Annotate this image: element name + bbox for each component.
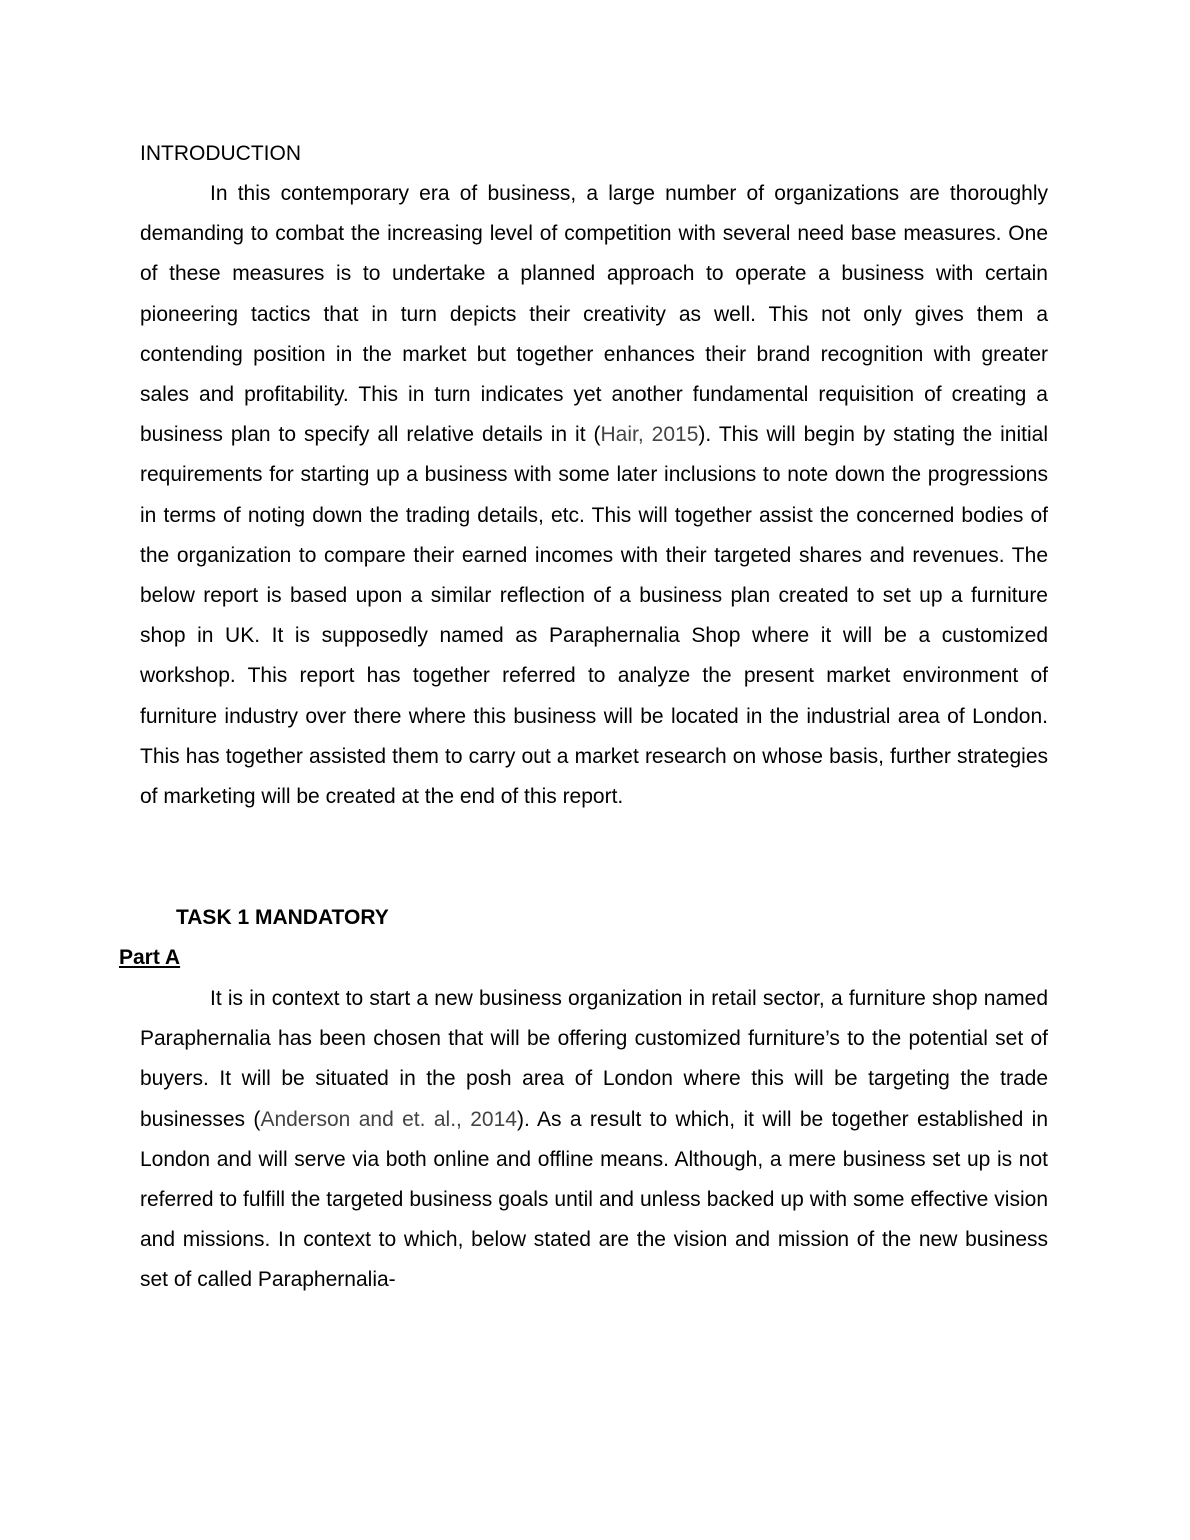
part-a-heading: Part A [119,946,181,969]
introduction-text-part-2: ). This will begin by stating the initial requirements for starting up a business with some later inclusions to note down the progressions in terms of noting down the trading details, etc. This will together assist the concerned bodies of the organization to compare their earned incomes with their targeted shares and revenues. The below report is based upon a similar reflection of a business plan created to set up a furniture shop in UK. It is supposedly named as Paraphernalia Shop where it will be a customized workshop. This report has together referred to analyze the present market environment of furniture industry over there where this business will be located in the industrial area of London. This has together assisted them to carry out a market research on whose basis, further strategies of marketing will be created at the end of this report. [140,423,1048,809]
introduction-text-part-1: In this contemporary era of business, a large number of organizations are thoroughly demanding to combat the increasing level of competition with several need base measures. One of these measures is to undertake a planned approach to operate a business with certain pioneering tactics that in turn depicts their creativity as well. This not only gives them a contending position in the market but together enhances their brand recognition with greater sales and profitability. This in turn indicates yet another fundamental requisition of creating a business plan to specify all relative details in it ( [140,182,1048,447]
part-a-paragraph [140,979,1048,1301]
citation-anderson-2014: Anderson and et. al., 2014 [260,1107,517,1131]
introduction-paragraph [140,174,1048,817]
citation-hair-2015: Hair, 2015 [600,423,699,447]
part-a-text-part-2: ). As a result to which, it will be together established in London and will serve via both online and offline means. Although, a mere business set up is not referred to fulfill the targeted business goals until and unless backed up with some effective vision and missions. In context to which, below stated are the vision and mission of the new business set of called Paraphernalia- [140,1107,1048,1292]
introduction-heading: INTRODUCTION [140,142,301,165]
task-1-heading: TASK 1 MANDATORY [176,906,389,929]
part-a-text-part-1: It is in context to start a new business organization in retail sector, a furniture shop named Paraphernalia has been chosen that will be offering customized furniture’s to the potential set of buyers. It will be situated in the posh area of London where this will be targeting the trade businesses ( [140,987,1048,1131]
